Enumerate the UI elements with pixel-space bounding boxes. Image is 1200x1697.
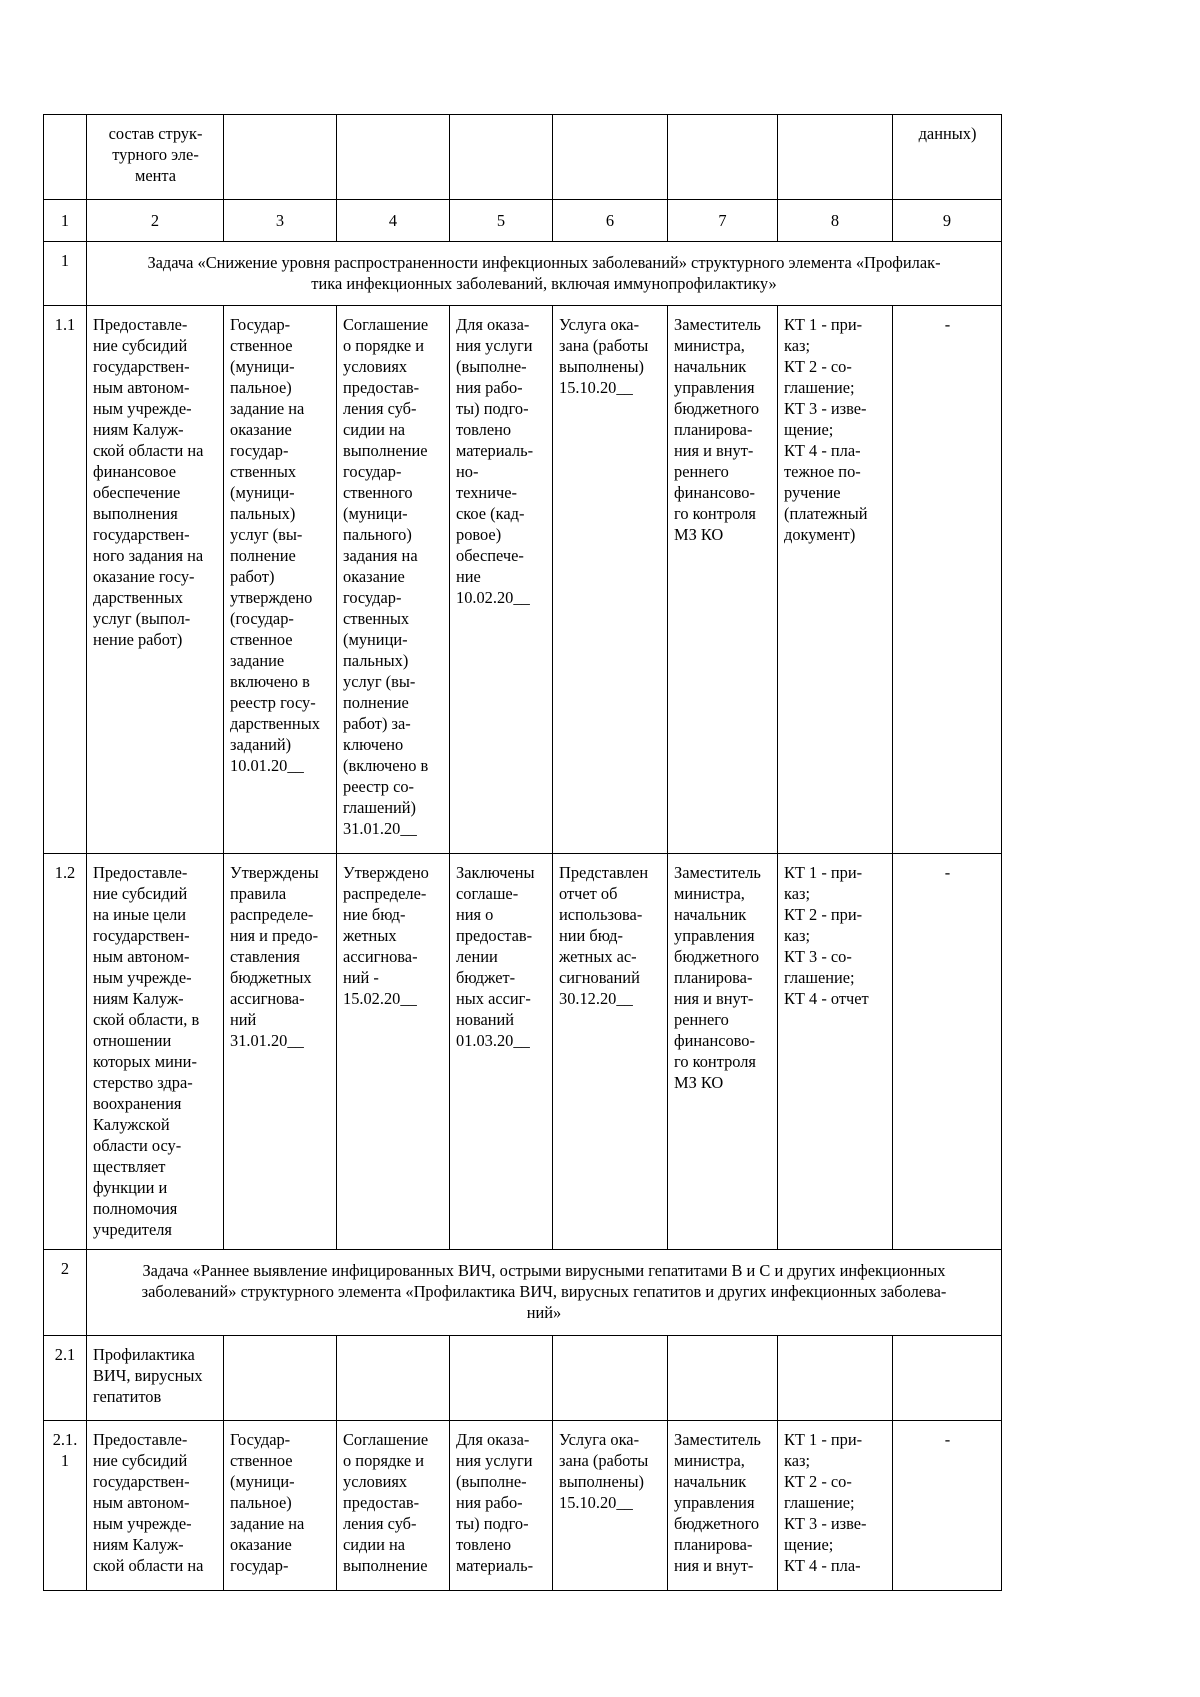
control-point-1-cell: Государ- ственное (муници- пальное) задание на оказание государ- [224,1421,337,1591]
column-number: 6 [553,200,668,242]
task-title: Задача «Раннее выявление инфицированных ВИЧ, острыми вирусными гепатитами В и С и других инфекционных заболеваний» структурного элемента «Профилактика ВИЧ, вирусных гепатитов и других инфекционных заболева- ний» [87,1250,1002,1336]
control-point-3-cell: Для оказа- ния услуги (выполне- ния рабо- ты) подго- товлено материаль- [450,1421,553,1591]
task-row-1 [44,242,1002,306]
control-point-4-cell: Представлен отчет об использова- нии бюд- жетных ас- сигнований 30.12.20__ [553,854,668,1250]
row-number: 1.2 [44,854,87,1250]
header-cell-5 [450,115,553,200]
control-points-table [43,114,1002,1591]
structural-element-cell: Предоставле- ние субсидий государствен- ным автоном- ным учрежде- ниям Калуж- ской области на финансовое обеспечение выполнения государствен- ного задания на оказание госу- дарственных услуг (выпол- нение работ) [87,306,224,854]
column-number: 8 [778,200,893,242]
control-point-3-cell: Заключены соглаше- ния о предостав- лении бюджет- ных ассиг- нований 01.03.20__ [450,854,553,1250]
control-point-4-cell [553,1336,668,1421]
task-number: 1 [44,242,87,306]
control-point-4-cell: Услуга ока- зана (работы выполнены) 15.10.20__ [553,306,668,854]
column-number-row [44,200,1002,242]
table-row-1-1 [44,306,1002,854]
document-type-cell: КТ 1 - при- каз; КТ 2 - со- глашение; КТ 3 - изве- щение; КТ 4 - пла- [778,1421,893,1591]
responsible-cell [668,1336,778,1421]
responsible-cell: Заместитель министра, начальник управления бюджетного планирова- ния и внут- [668,1421,778,1591]
table-row-2-1 [44,1336,1002,1421]
responsible-cell: Заместитель министра, начальник управления бюджетного планирова- ния и внут- реннего финансово- го контроля МЗ КО [668,306,778,854]
structural-element-cell: Предоставле- ние субсидий государствен- ным автоном- ным учрежде- ниям Калуж- ской области на [87,1421,224,1591]
header-cell-8 [778,115,893,200]
info-system-cell: - [893,1421,1002,1591]
row-number: 2.1 [44,1336,87,1421]
header-cell-4 [337,115,450,200]
column-number: 2 [87,200,224,242]
table-row-1-2 [44,854,1002,1250]
info-system-cell: - [893,306,1002,854]
control-point-2-cell: Соглашение о порядке и условиях предостав- ления суб- сидии на выполнение государ- ственного (муници- пального) задания на оказание государ- ственных (муници- пальных) услуг (вы- полнение работ) за- ключено (включено в реестр со- глашений) 31.01.20__ [337,306,450,854]
row-number: 2.1. 1 [44,1421,87,1591]
column-number: 3 [224,200,337,242]
control-point-2-cell: Соглашение о порядке и условиях предостав- ления суб- сидии на выполнение [337,1421,450,1591]
header-cell-7 [668,115,778,200]
column-number: 1 [44,200,87,242]
column-number: 7 [668,200,778,242]
structural-element-cell: Предоставле- ние субсидий на иные цели государствен- ным автоном- ным учрежде- ниям Калуж- ской области, в отношении которых мини- стерство здра- воохранения Калужской области осу- ществляет функции и полномочия учредителя [87,854,224,1250]
control-point-2-cell: Утверждено распределе- ние бюд- жетных ассигнова- ний - 15.02.20__ [337,854,450,1250]
control-point-3-cell: Для оказа- ния услуги (выполне- ния рабо- ты) подго- товлено материаль- но- техниче- ское (кад- ровое) обеспече- ние 10.02.20__ [450,306,553,854]
table-row-2-1-1 [44,1421,1002,1591]
row-number: 1.1 [44,306,87,854]
document-type-cell [778,1336,893,1421]
header-cell-3 [224,115,337,200]
control-point-2-cell [337,1336,450,1421]
info-system-cell [893,1336,1002,1421]
task-number: 2 [44,1250,87,1336]
responsible-cell: Заместитель министра, начальник управления бюджетного планирова- ния и внут- реннего финансово- го контроля МЗ КО [668,854,778,1250]
column-number: 4 [337,200,450,242]
info-system-cell: - [893,854,1002,1250]
task-title: Задача «Снижение уровня распространенности инфекционных заболеваний» структурного элемента «Профилак- тика инфекционных заболеваний, включая иммунопрофилактику» [87,242,1002,306]
header-cell-6 [553,115,668,200]
task-row-2 [44,1250,1002,1336]
control-point-1-cell: Государ- ственное (муници- пальное) задание на оказание государ- ственных (муници- пальных) услуг (вы- полнение работ) утверждено (государ- ственное задание включено в реестр госу- дарственных заданий) 10.01.20__ [224,306,337,854]
column-number: 5 [450,200,553,242]
column-number: 9 [893,200,1002,242]
header-row [44,115,1002,200]
control-point-1-cell [224,1336,337,1421]
header-cell-1 [44,115,87,200]
control-point-3-cell [450,1336,553,1421]
control-point-4-cell: Услуга ока- зана (работы выполнены) 15.10.20__ [553,1421,668,1591]
document-type-cell: КТ 1 - при- каз; КТ 2 - при- каз; КТ 3 - со- глашение; КТ 4 - отчет [778,854,893,1250]
header-cell-2: состав струк- турного эле- мента [87,115,224,200]
control-point-1-cell: Утверждены правила распределе- ния и предо- ставления бюджетных ассигнова- ний 31.01.20__ [224,854,337,1250]
document-type-cell: КТ 1 - при- каз; КТ 2 - со- глашение; КТ 3 - изве- щение; КТ 4 - пла- тежное по- ручение (платежный документ) [778,306,893,854]
structural-element-cell: Профилактика ВИЧ, вирусных гепатитов [87,1336,224,1421]
header-cell-9: данных) [893,115,1002,200]
